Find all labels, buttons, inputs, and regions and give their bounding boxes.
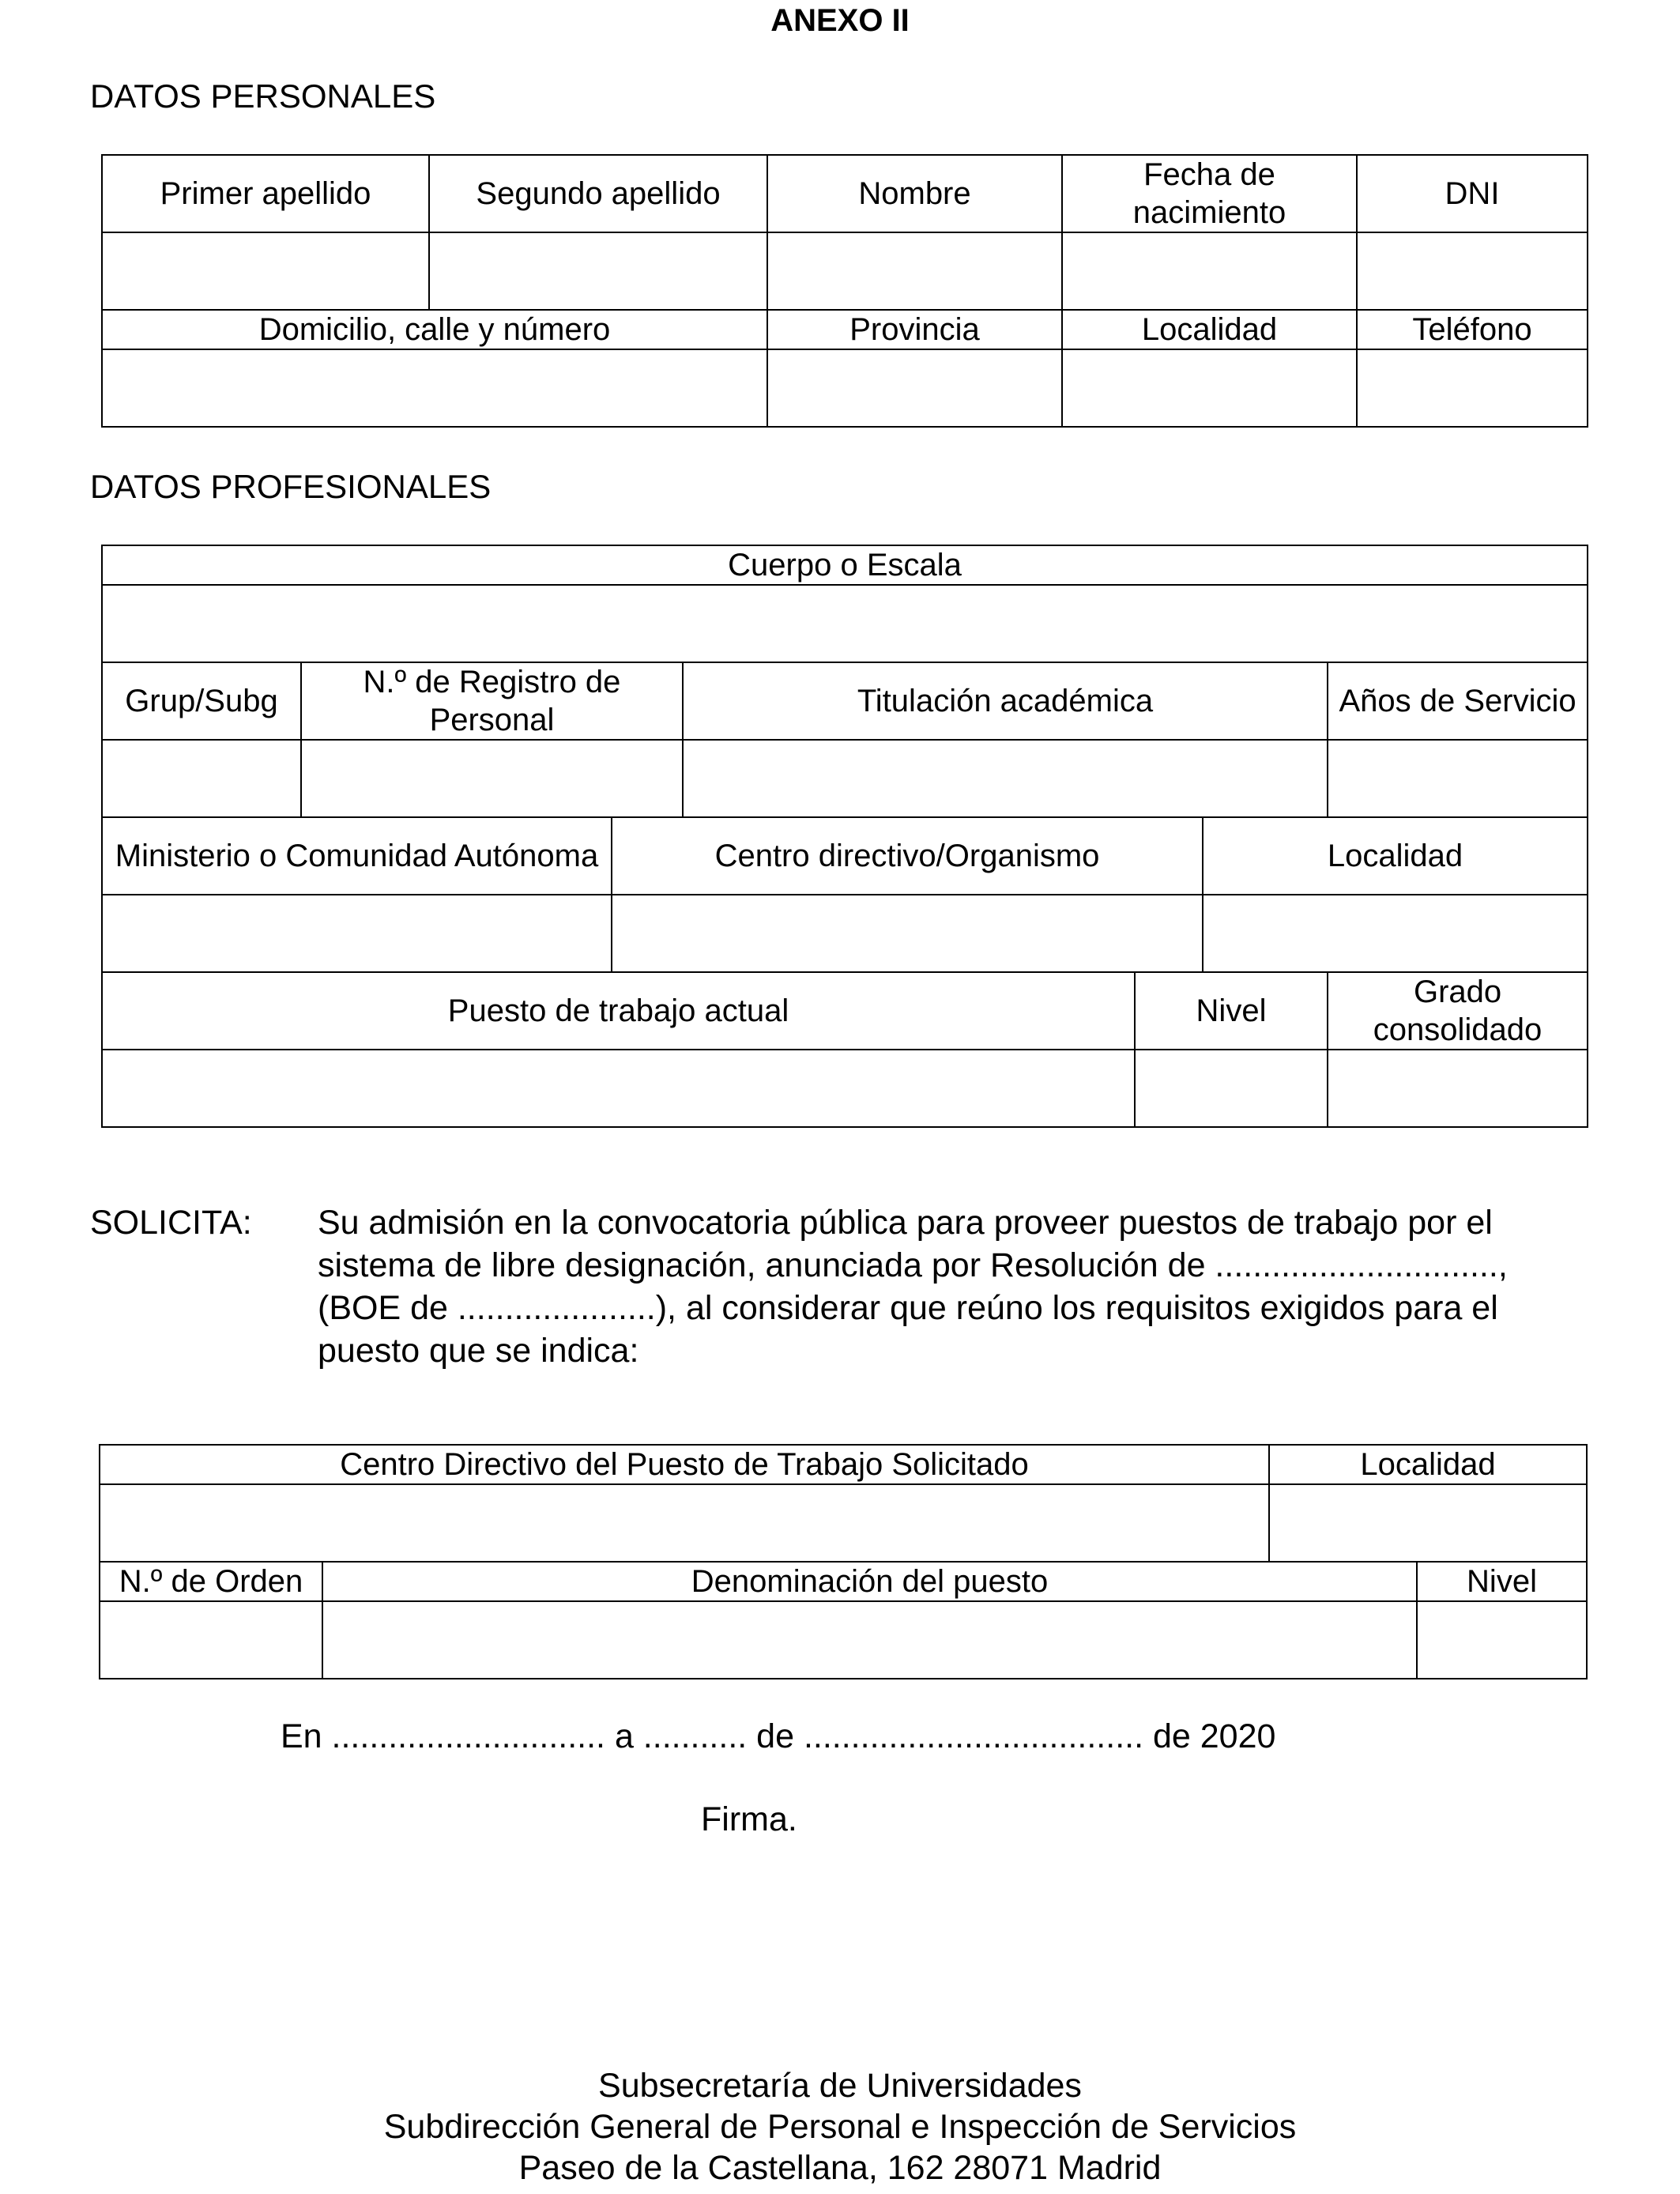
header-ministerio: Ministerio o Comunidad Autónoma [102,817,612,895]
header-localidad-prof: Localidad [1203,817,1588,895]
localidad-field[interactable] [1062,349,1357,427]
signature-label: Firma. [701,1800,797,1838]
header-provincia: Provincia [767,310,1062,349]
nombre-field[interactable] [767,232,1062,310]
header-titulacion: Titulación académica [683,662,1328,740]
personal-data-table [101,154,1588,428]
header-fecha-nacimiento: Fecha de nacimiento [1062,155,1357,232]
numero-orden-field[interactable] [100,1601,322,1679]
footer-line-1: Subsecretaría de Universidades [598,2067,1082,2105]
header-cuerpo-escala: Cuerpo o Escala [102,545,1588,585]
puesto-actual-field[interactable] [102,1050,1135,1127]
localidad-solicitado-field[interactable] [1269,1484,1587,1562]
denominacion-puesto-field[interactable] [322,1601,1417,1679]
header-denominacion-puesto: Denominación del puesto [322,1562,1417,1601]
header-grado-consolidado: Grado consolidado [1328,972,1588,1050]
localidad-prof-field[interactable] [1203,895,1588,972]
solicita-label: SOLICITA: [90,1204,252,1242]
professional-data-table [101,545,1588,1128]
header-localidad: Localidad [1062,310,1357,349]
dni-field[interactable] [1357,232,1588,310]
header-nombre: Nombre [767,155,1062,232]
nivel-solicitado-field[interactable] [1417,1601,1587,1679]
segundo-apellido-field[interactable] [429,232,767,310]
header-grupo-subgrupo: Grup/Subg [102,662,301,740]
telefono-field[interactable] [1357,349,1588,427]
professional-data-heading: DATOS PROFESIONALES [90,468,492,505]
header-numero-orden: N.º de Orden [100,1562,322,1601]
titulacion-field[interactable] [683,740,1328,817]
centro-directivo-field[interactable] [612,895,1203,972]
header-nivel-solicitado: Nivel [1417,1562,1587,1601]
header-puesto-actual: Puesto de trabajo actual [102,972,1135,1050]
header-registro-personal: N.º de Registro de Personal [301,662,683,740]
header-centro-puesto-solicitado: Centro Directivo del Puesto de Trabajo Solicitado [100,1445,1269,1484]
header-centro-directivo: Centro directivo/Organismo [612,817,1203,895]
ministerio-field[interactable] [102,895,612,972]
date-line: En ............................. a ........... de .................................... de 2020 [281,1717,1276,1755]
header-dni: DNI [1357,155,1588,232]
grupo-subgrupo-field[interactable] [102,740,301,817]
fecha-nacimiento-field[interactable] [1062,232,1357,310]
header-localidad-solicitado: Localidad [1269,1445,1587,1484]
registro-personal-field[interactable] [301,740,683,817]
domicilio-field[interactable] [102,349,767,427]
header-anos-servicio: Años de Servicio [1328,662,1588,740]
header-telefono: Teléfono [1357,310,1588,349]
centro-puesto-solicitado-field[interactable] [100,1484,1269,1562]
solicita-text: Su admisión en la convocatoria pública para proveer puestos de trabajo por el sistema de libre designación, anunciada por Resolución de .............................., (BOE de .....................), al considerar que reúno los requisitos exigidos para el puesto que se indica: [318,1204,1508,1370]
header-primer-apellido: Primer apellido [102,155,429,232]
grado-consolidado-field[interactable] [1328,1050,1588,1127]
header-segundo-apellido: Segundo apellido [429,155,767,232]
personal-data-heading: DATOS PERSONALES [90,77,436,115]
provincia-field[interactable] [767,349,1062,427]
anos-servicio-field[interactable] [1328,740,1588,817]
nivel-field[interactable] [1135,1050,1328,1127]
requested-position-table [99,1444,1588,1679]
cuerpo-escala-field[interactable] [102,585,1588,662]
footer-line-2: Subdirección General de Personal e Inspección de Servicios [383,2108,1297,2146]
header-domicilio: Domicilio, calle y número [102,310,767,349]
primer-apellido-field[interactable] [102,232,429,310]
document-title: ANEXO II [770,3,910,38]
header-nivel: Nivel [1135,972,1328,1050]
footer-line-3: Paseo de la Castellana, 162 28071 Madrid [518,2149,1162,2187]
